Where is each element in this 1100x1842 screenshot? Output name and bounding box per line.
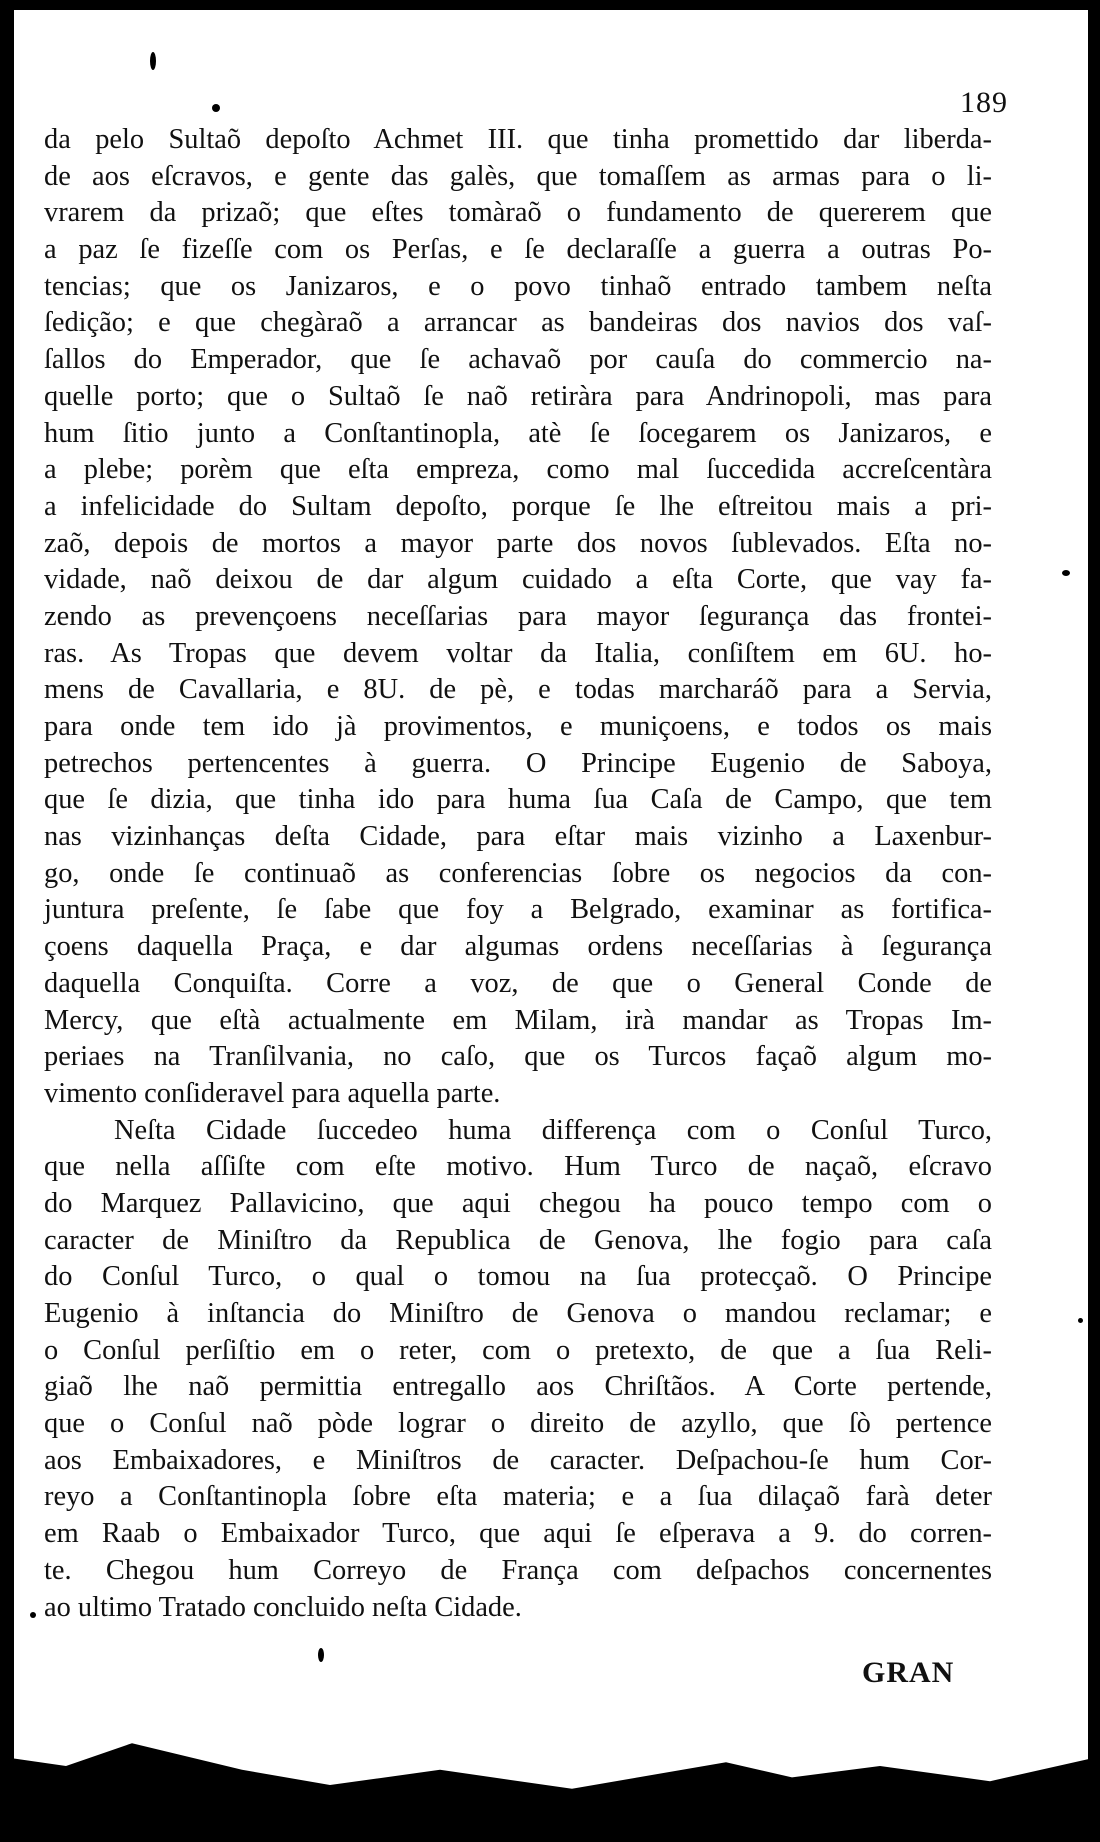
- text-line: o Conſul perſiſtio em o reter, com o pretexto, de que a ſua Reli-: [44, 1334, 992, 1366]
- text-line: vrarem da prizaõ; que eſtes tomàraõ o fundamento de quererem que: [44, 197, 992, 229]
- text-line: ſallos do Emperador, que ſe achavaõ por cauſa do commercio na-: [44, 344, 992, 376]
- text-line: Neſta Cidade ſuccedeo huma differença com o Conſul Turco,: [114, 1114, 992, 1146]
- text-line: vimento conſideravel para aquella parte.: [44, 1077, 501, 1109]
- scan-speck: [1078, 1318, 1083, 1323]
- text-line: periaes na Tranſilvania, no caſo, que os Turcos façaõ algum mo-: [44, 1041, 992, 1073]
- text-line: para onde tem ido jà provimentos, e muniçoens, e todos os mais: [44, 711, 992, 742]
- scan-speck: [150, 52, 156, 70]
- text-line: Eugenio à inſtancia do Miniſtro de Genova o mandou reclamar; e: [44, 1298, 992, 1329]
- text-line: go, onde ſe continuaõ as conferencias ſobre os negocios da con-: [44, 857, 992, 889]
- text-line: giaõ lhe naõ permittia entregallo aos Chriſtãos. A Corte pertende,: [44, 1371, 992, 1403]
- text-line: petrechos pertencentes à guerra. O Principe Eugenio de Saboya,: [44, 747, 992, 779]
- text-line: ſedição; e que chegàraõ a arrancar as bandeiras dos navios dos vaſ-: [44, 307, 992, 339]
- scan-speck: [212, 104, 220, 112]
- text-line: a plebe; porèm que eſta empreza, como mal ſuccedida accreſcentàra: [44, 454, 992, 486]
- text-line: a infelicidade do Sultam depoſto, porque ſe lhe eſtreitou mais a pri-: [44, 490, 992, 522]
- page-number: 189: [960, 86, 1008, 119]
- paragraph: [44, 1113, 992, 1627]
- text-line: em Raab o Embaixador Turco, que aqui ſe eſperava a 9. do corren-: [44, 1518, 992, 1550]
- text-line: vidade, naõ deixou de dar algum cuidado a eſta Corte, que vay fa-: [44, 564, 992, 596]
- scan-speck: [30, 1612, 36, 1618]
- scan-speck: [318, 1648, 324, 1662]
- text-line: que nella aſſiſte com eſte motivo. Hum Turco de naçaõ, eſcravo: [44, 1151, 992, 1183]
- text-line: zaõ, depois de mortos a mayor parte dos novos ſublevados. Eſta no-: [44, 527, 992, 559]
- body-text: [44, 122, 992, 1626]
- text-line: quelle porto; que o Sultaõ ſe naõ retiràra para Andrinopoli, mas para: [44, 380, 992, 412]
- catchword: GRAN: [862, 1656, 955, 1689]
- text-line: ao ultimo Tratado concluido neſta Cidade.: [44, 1591, 522, 1623]
- text-line: çoens daquella Praça, e dar algumas ordens neceſſarias à ſegurança: [44, 931, 992, 963]
- text-line: que o Conſul naõ pòde lograr o direito de azyllo, que ſò pertence: [44, 1408, 992, 1440]
- paragraph: [44, 122, 992, 1113]
- scan-edge-top: [0, 0, 1100, 10]
- text-line: juntura preſente, ſe ſabe que foy a Belgrado, examinar as fortifica-: [44, 894, 992, 926]
- text-line: da pelo Sultaõ depoſto Achmet III. que tinha promettido dar liberda-: [44, 124, 992, 155]
- scan-speck: [1062, 570, 1070, 576]
- text-line: de aos eſcravos, e gente das galès, que tomaſſem as armas para o li-: [44, 160, 992, 192]
- text-line: do Marquez Pallavicino, que aqui chegou ha pouco tempo com o: [44, 1187, 992, 1219]
- text-line: ras. As Tropas que devem voltar da Italia, conſiſtem em 6U. ho-: [44, 637, 992, 669]
- text-line: reyo a Conſtantinopla ſobre eſta materia; e a ſua dilaçaõ farà deter: [44, 1481, 992, 1513]
- text-line: daquella Conquiſta. Corre a voz, de que o General Conde de: [44, 967, 992, 999]
- text-line: hum ſitio junto a Conſtantinopla, atè ſe ſocegarem os Janizaros, e: [44, 417, 992, 449]
- text-line: aos Embaixadores, e Miniſtros de caracter. Deſpachou-ſe hum Cor-: [44, 1444, 992, 1476]
- text-line: tencias; que os Janizaros, e o povo tinhaõ entrado tambem neſta: [44, 270, 992, 302]
- text-line: que ſe dizia, que tinha ido para huma ſua Caſa de Campo, que tem: [44, 784, 992, 816]
- text-line: Mercy, que eſtà actualmente em Milam, irà mandar as Tropas Im-: [44, 1004, 992, 1036]
- text-line: do Conſul Turco, o qual o tomou na ſua protecçaõ. O Principe: [44, 1261, 992, 1293]
- scan-edge-right: [1088, 0, 1100, 1842]
- text-line: a paz ſe fizeſſe com os Perſas, e ſe declaraſſe a guerra a outras Po-: [44, 234, 992, 266]
- text-line: zendo as prevençoens neceſſarias para mayor ſegurança das frontei-: [44, 600, 992, 632]
- text-line: mens de Cavallaria, e 8U. de pè, e todas marcharáõ para a Servia,: [44, 674, 992, 706]
- text-line: nas vizinhanças deſta Cidade, para eſtar mais vizinho a Laxenbur-: [44, 821, 992, 853]
- text-line: caracter de Miniſtro da Republica de Genova, lhe fogio para caſa: [44, 1224, 992, 1256]
- scan-edge-left: [0, 0, 14, 1842]
- text-line: te. Chegou hum Correyo de França com deſpachos concernentes: [44, 1554, 992, 1586]
